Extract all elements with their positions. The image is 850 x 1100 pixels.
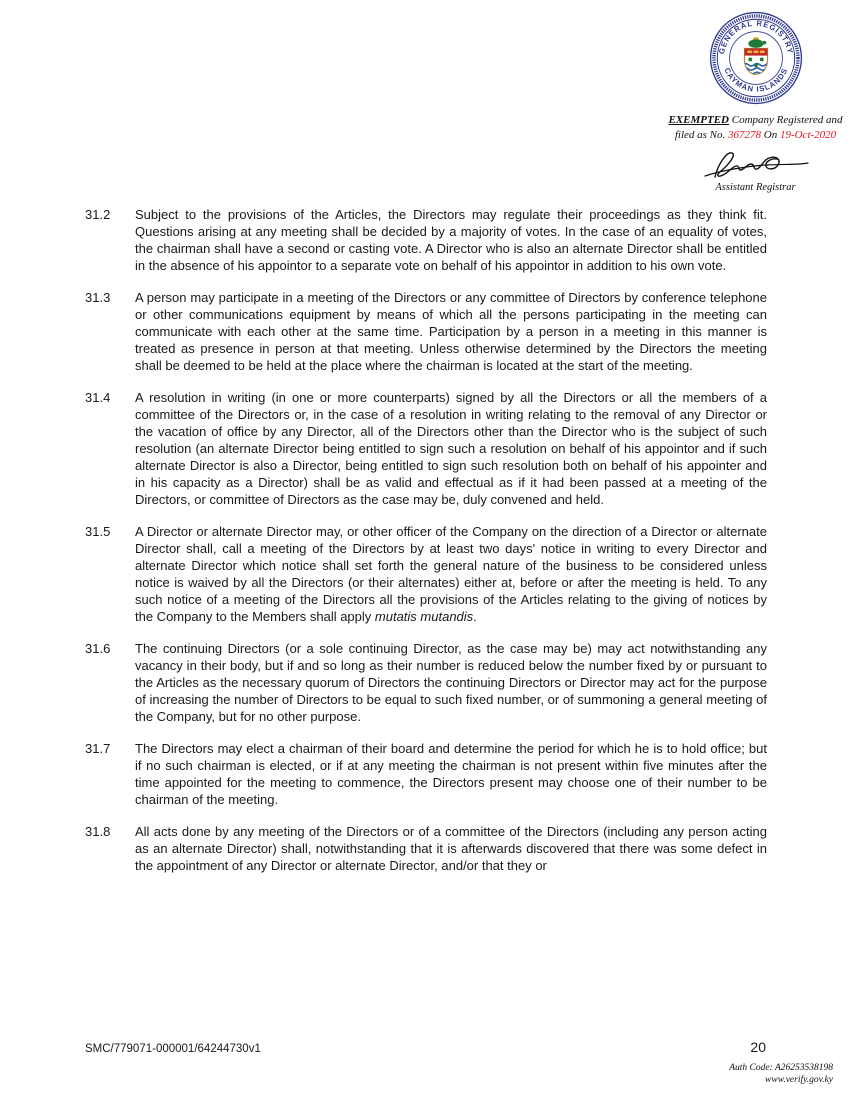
clause-number: 31.2 bbox=[85, 207, 111, 222]
clause-text: A resolution in writing (in one or more counterparts) signed by all the Directors or all the members of a committee of the Directors or, in the case of a resolution in writing relating to the removal of any Director or the vacation of office by any Director, all of the Directors other than the Director who is the subject of such resolution (an alternate Director being entitled to sign such a resolution on behalf of his appointor and if such alternate Director is also a Director, being entitled to sign such resolution both on behalf of his appointer and in his capacity as a Director) shall be as valid and effectual as if it had been passed at a meeting of the Directors, or committee of Directors as the case may be, duly convened and held. bbox=[135, 390, 767, 507]
registrar-signature bbox=[701, 146, 811, 184]
clause-31-5 bbox=[85, 523, 767, 625]
cayman-registry-seal-icon bbox=[708, 10, 804, 106]
svg-text:GENERAL REGISTRY: GENERAL REGISTRY bbox=[716, 18, 795, 55]
filed-line: filed as No. 367278 On 19-Oct-2020 bbox=[674, 128, 837, 141]
clause-text: The Directors may elect a chairman of their board and determine the period for which he is to hold office; but if no such chairman is elected, or if at any meeting the chairman is not present within five minutes after the time appointed for the meeting to commence, the Directors present may choose one of their number to be chairman of the meeting. bbox=[135, 741, 767, 807]
clause-number: 31.3 bbox=[85, 290, 111, 305]
clause-number: 31.7 bbox=[85, 741, 111, 756]
clause-31-2 bbox=[85, 206, 767, 274]
articles-body bbox=[85, 206, 767, 889]
clause-31-7 bbox=[85, 740, 767, 808]
auth-code-block bbox=[729, 1062, 833, 1086]
clause-text: Subject to the provisions of the Articles, the Directors may regulate their proceedings as they think fit. Questions arising at any meeting shall be decided by a majority of votes. In the case of an equality of votes, the chairman shall have a second or casting vote. A Director who is also an alternate Director shall be entitled in the absence of his appointor to a separate vote on behalf of his appointor in addition to his own vote. bbox=[135, 207, 767, 273]
clause-31-6 bbox=[85, 640, 767, 725]
clause-number: 31.8 bbox=[85, 824, 111, 839]
clause-text: The continuing Directors (or a sole continuing Director, as the case may be) may act notwithstanding any vacancy in their body, but if and so long as their number is reduced below the number fixed by or pursuant to the Articles as the necessary quorum of Directors the continuing Directors or Director may act for the purpose of increasing the number of Directors to be equal to such fixed number, or of summoning a general meeting of the Company, but for no other purpose. bbox=[135, 641, 767, 724]
registrar-title: Assistant Registrar bbox=[715, 182, 796, 193]
page-number: 20 bbox=[750, 1039, 766, 1055]
clause-31-4 bbox=[85, 389, 767, 508]
file-date: 19-Oct-2020 bbox=[779, 128, 837, 141]
clause-31-8 bbox=[85, 823, 767, 874]
auth-code: Auth Code: A26253538198 bbox=[729, 1063, 833, 1073]
clause-number: 31.4 bbox=[85, 390, 111, 405]
exempted-label: EXEMPTED bbox=[668, 114, 729, 126]
svg-text:CAYMAN ISLANDS: CAYMAN ISLANDS bbox=[721, 66, 790, 94]
latin-phrase: mutatis mutandis bbox=[374, 609, 474, 624]
clause-number: 31.6 bbox=[85, 641, 111, 656]
clause-31-3 bbox=[85, 289, 767, 374]
clause-text: All acts done by any meeting of the Directors or of a committee of the Directors (including any person acting as an alternate Director) shall, notwithstanding that it is afterwards discovered that there was some defect in the appointment of any Director or alternate Director, and/or that they or bbox=[135, 824, 767, 873]
clause-text: A person may participate in a meeting of the Directors or any committee of Directors by conference telephone or other communications equipment by means of which all the persons participating in the meeting can communicate with each other at the same time. Participation by a person in a meeting in this manner is treated as presence in person at that meeting. Unless otherwise determined by the Directors the meeting shall be deemed to be held at the place where the chairman is located at the start of the meeting. bbox=[135, 290, 767, 373]
clause-number: 31.5 bbox=[85, 524, 111, 539]
document-reference: SMC/779071-000001/64244730v1 bbox=[85, 1043, 261, 1055]
exempted-registered-line: EXEMPTED Company Registered and bbox=[668, 114, 843, 126]
registry-stamp-block bbox=[648, 10, 850, 193]
clause-text: A Director or alternate Director may, or other officer of the Company on the direction of a Director or alternate Director shall, call a meeting of the Directors by at least two days' notice in writing to every Director and alternate Director which notice shall set forth the general nature of the business to be considered unless notice is waived by all the Directors (or their alternates) either at, before or after the meeting is held. To any such notice of a meeting of the Directors all the provisions of the Articles relating to the giving of notices by the Company to the Members shall apply mutatis mutandis. bbox=[135, 524, 767, 624]
file-number: 367278 bbox=[728, 128, 761, 141]
verify-url: www.verify.gov.ky bbox=[765, 1075, 833, 1085]
